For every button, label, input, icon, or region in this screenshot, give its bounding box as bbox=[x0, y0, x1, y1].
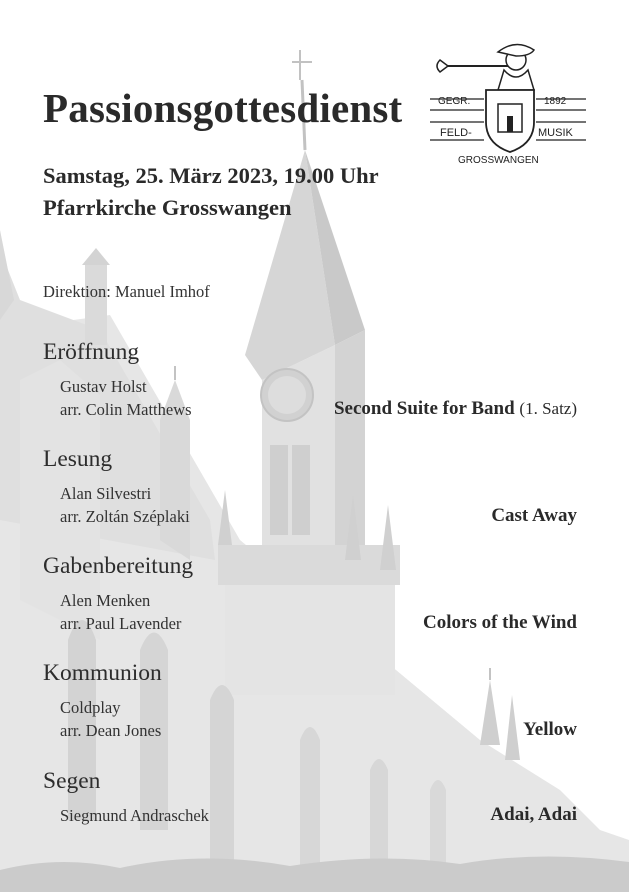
arranger-name: arr. Colin Matthews bbox=[60, 400, 192, 419]
section-heading: Gabenbereitung bbox=[43, 553, 194, 579]
logo-year: 1892 bbox=[544, 96, 567, 107]
piece-note: (1. Satz) bbox=[519, 399, 577, 418]
section-heading: Kommunion bbox=[43, 660, 162, 686]
composer-name: Coldplay bbox=[60, 698, 121, 717]
feldmusik-logo bbox=[428, 42, 588, 170]
composer-name: Gustav Holst bbox=[60, 377, 147, 396]
event-date: Samstag, 25. März 2023, 19.00 Uhr bbox=[43, 163, 379, 188]
logo-town: GROSSWANGEN bbox=[458, 155, 539, 166]
piece-title: Adai, Adai bbox=[490, 804, 577, 825]
piece-title-text: Second Suite for Band bbox=[333, 398, 515, 419]
composer-name: Alen Menken bbox=[60, 591, 151, 610]
page-title: Passionsgottesdienst bbox=[43, 85, 403, 131]
arranger-name: arr. Dean Jones bbox=[60, 721, 162, 740]
piece-title: Colors of the Wind bbox=[423, 612, 577, 633]
piece-title: Yellow bbox=[523, 719, 577, 740]
arranger-name: arr. Paul Lavender bbox=[60, 614, 182, 633]
composer-name: Siegmund Andraschek bbox=[60, 806, 209, 825]
piece-title: Cast Away bbox=[491, 505, 577, 526]
logo-word-right: MUSIK bbox=[538, 127, 573, 139]
event-location: Pfarrkirche Grosswangen bbox=[43, 195, 292, 220]
composer-name: Alan Silvestri bbox=[60, 484, 152, 503]
section-heading: Eröffnung bbox=[43, 339, 140, 365]
section-heading: Segen bbox=[43, 768, 101, 794]
logo-word-left: FELD- bbox=[440, 127, 472, 139]
piece-title bbox=[334, 398, 577, 420]
conductor-line: Direktion: Manuel Imhof bbox=[43, 282, 210, 301]
arranger-name: arr. Zoltán Széplaki bbox=[60, 507, 190, 526]
section-heading: Lesung bbox=[43, 446, 113, 472]
logo-founded-label: GEGR. bbox=[438, 96, 471, 107]
